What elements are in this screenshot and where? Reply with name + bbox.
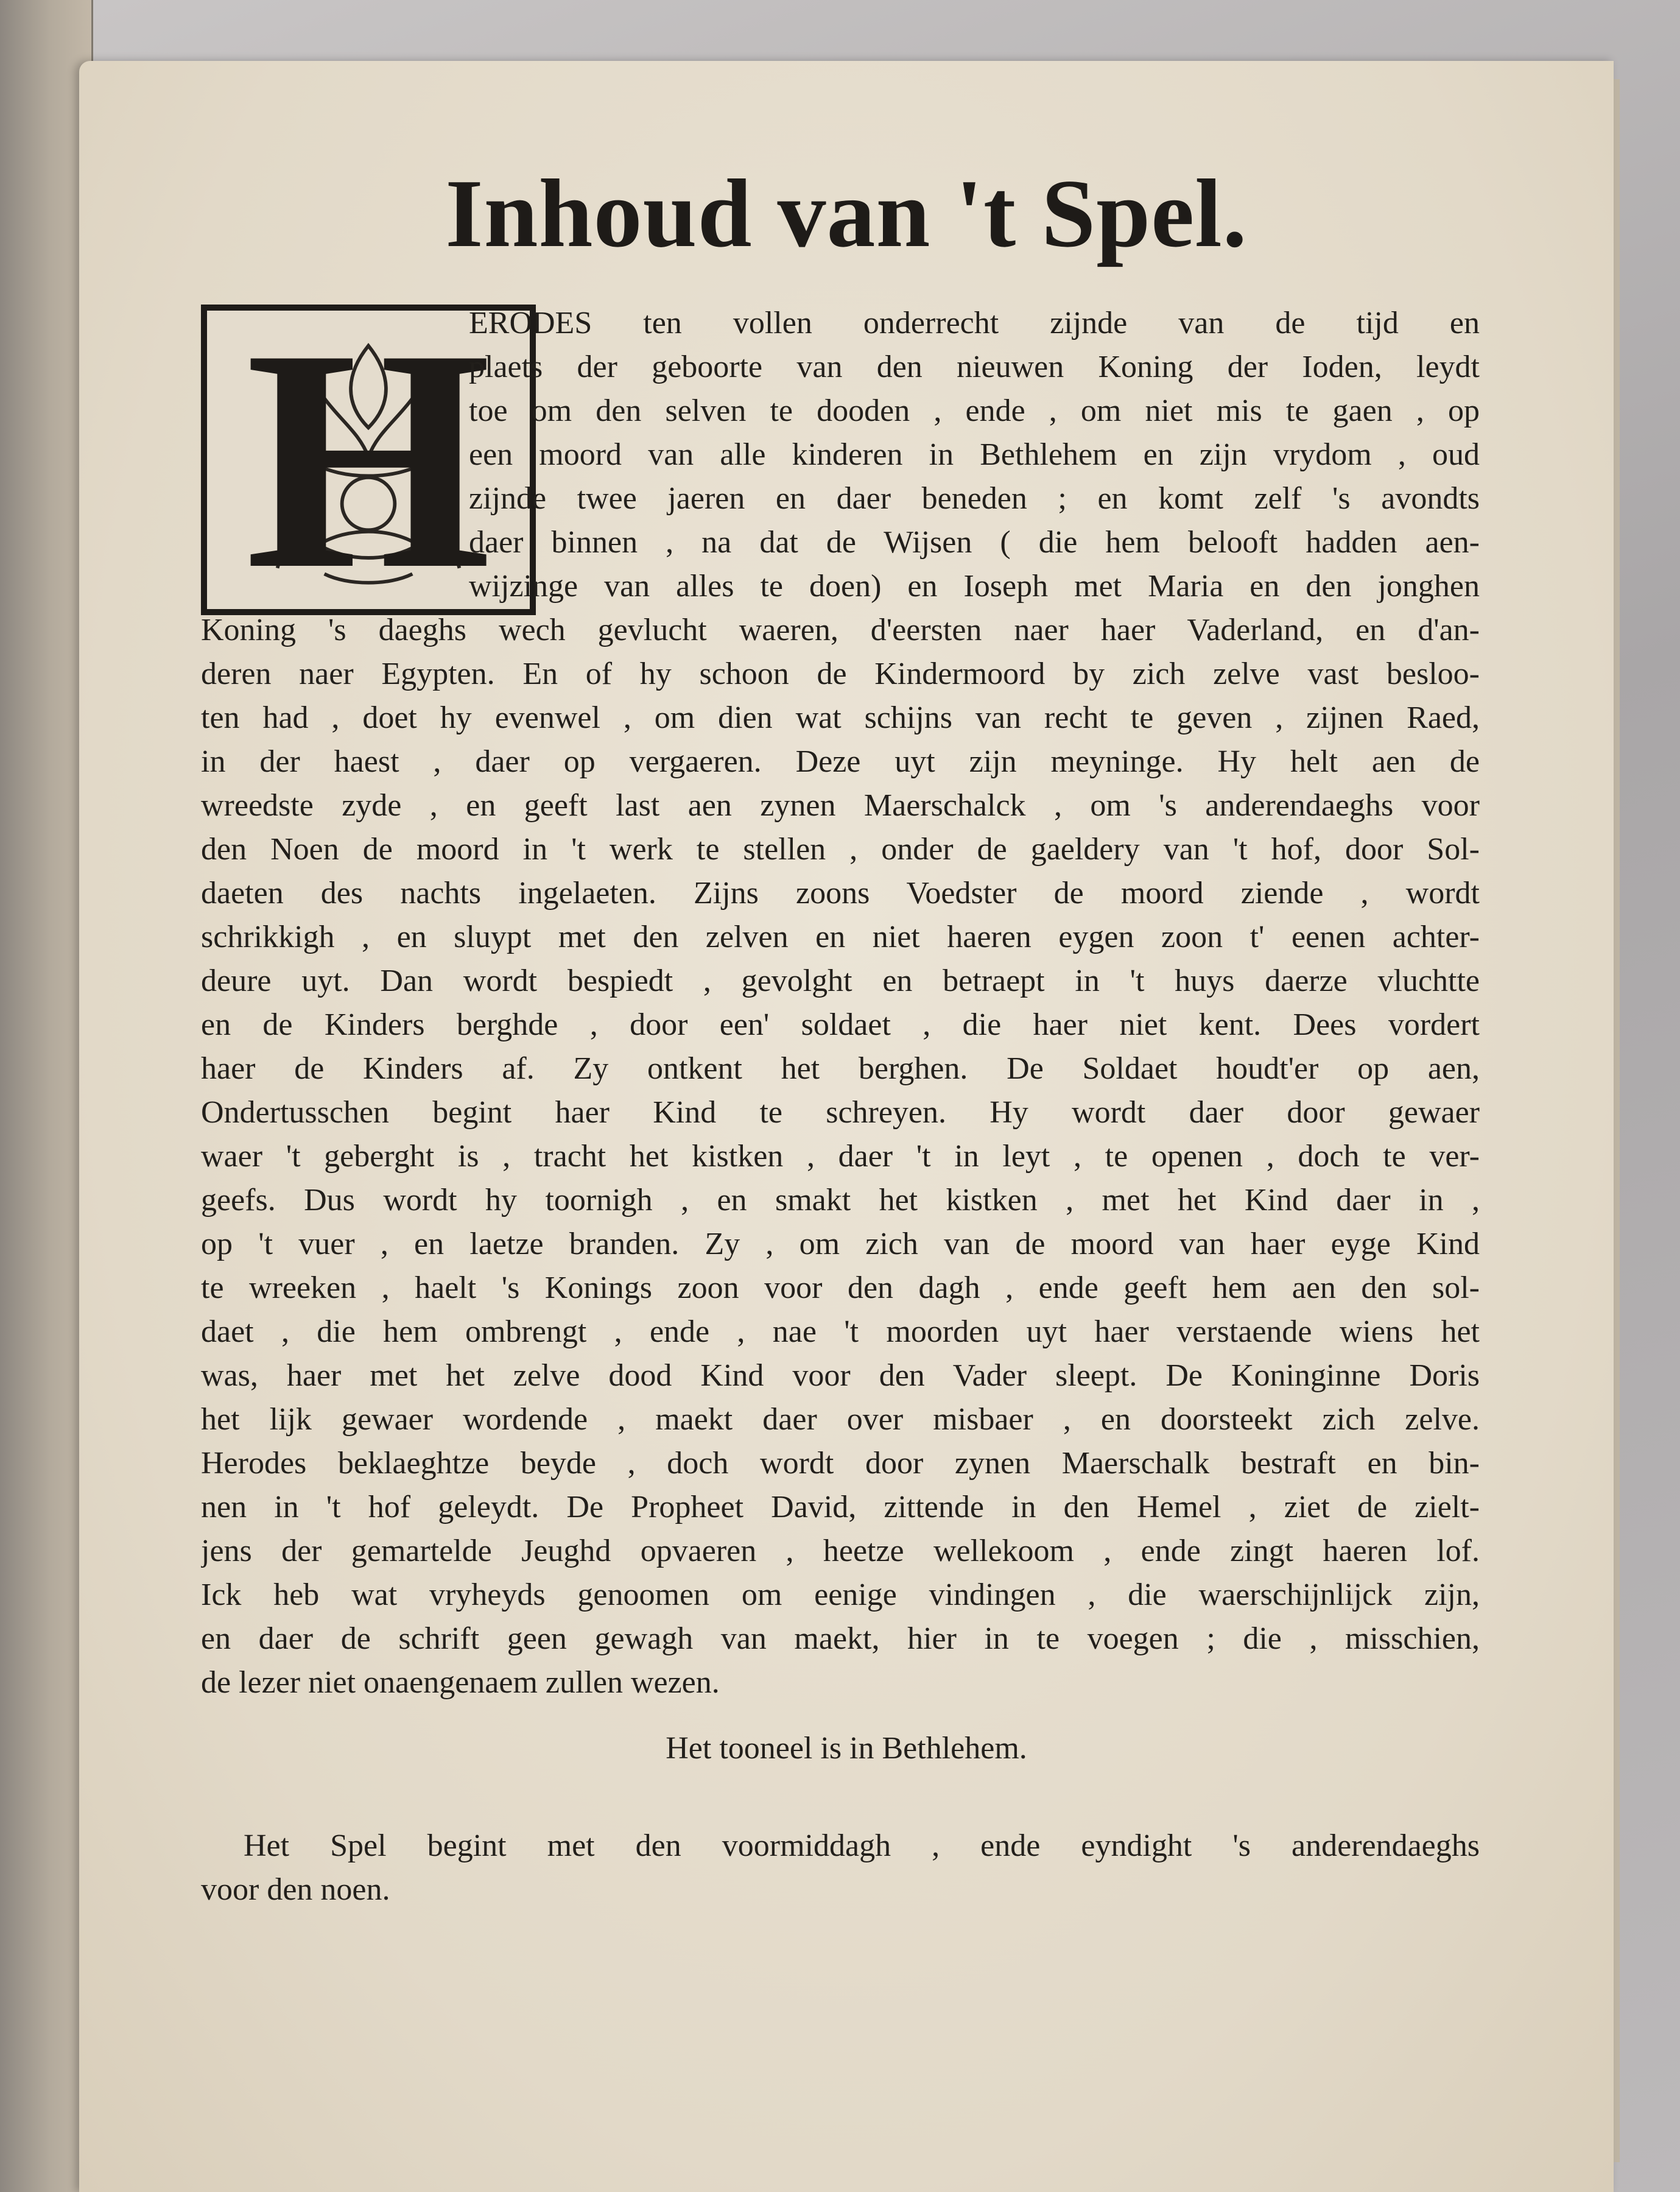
body-line: Ondertusschen begint haer Kind te schreyen. Hy wordt daer door gewaer xyxy=(201,1095,1480,1130)
body-line: Herodes beklaeghtze beyde , doch wordt door zynen Maerschalk bestraft en bin- xyxy=(201,1446,1480,1481)
body-line: toe om den selven te dooden , ende , om niet mis te gaen , op xyxy=(469,393,1480,428)
body-line: deure uyt. Dan wordt bespiedt , gevolght en betraept in 't huys daerze vluchtte xyxy=(201,964,1480,998)
stage-note: Het tooneel is in Bethlehem. xyxy=(666,1731,1027,1766)
body-line: in der haest , daer op vergaeren. Deze uyt zijn meyninge. Hy helt aen de xyxy=(201,744,1480,779)
body-line: ten had , doet hy evenwel , om dien wat schijns van recht te geven , zijnen Raed, xyxy=(201,700,1480,735)
body-line: daeten des nachts ingelaeten. Zijns zoons Voedster de moord ziende , wordt xyxy=(201,876,1480,911)
body-line: het lijk gewaer wordende , maekt daer over misbaer , en doorsteekt zich zelve. xyxy=(201,1402,1480,1437)
body-line: een moord van alle kinderen in Bethlehem en zijn vrydom , oud xyxy=(469,437,1480,472)
body-line: nen in 't hof geleydt. De Propheet David, zittende in den Hemel , ziet de zielt- xyxy=(201,1490,1480,1524)
body-line: den Noen de moord in 't werk te stellen , onder de gaeldery van 't hof, door Sol- xyxy=(201,832,1480,867)
body-line: schrikkigh , en sluypt met den zelven en niet haeren eygen zoon t' eenen achter- xyxy=(201,920,1480,954)
body-line: en daer de schrift geen gewagh van maekt, hier in te voegen ; die , misschien, xyxy=(201,1621,1480,1656)
drop-cap-letter: H xyxy=(245,284,492,635)
body-line: was, haer met het zelve dood Kind voor den Vader sleept. De Koninginne Doris xyxy=(201,1358,1480,1393)
body-line: plaets der geboorte van den nieuwen Koning der Ioden, leydt xyxy=(469,350,1480,384)
body-line: daer binnen , na dat de Wijsen ( die hem belooft hadden aen- xyxy=(469,525,1480,560)
body-line: Koning 's daeghs wech gevlucht waeren, d'eersten naer haer Vaderland, en d'an- xyxy=(201,613,1480,647)
book-page xyxy=(79,61,1614,2192)
body-line: en de Kinders berghde , door een' soldaet , die haer niet kent. Dees vordert xyxy=(201,1007,1480,1042)
closing-line: Het Spel begint met den voormiddagh , ende eyndight 's anderendaeghs xyxy=(244,1828,1480,1863)
body-line: waer 't geberght is , tracht het kistken , daer 't in leyt , te openen , doch te ver- xyxy=(201,1139,1480,1174)
body-line: daet , die hem ombrengt , ende , nae 't moorden uyt haer verstaende wiens het xyxy=(201,1314,1480,1349)
closing-line: voor den noen. xyxy=(201,1872,390,1907)
body-line: deren naer Egypten. En of hy schoon de Kindermoord by zich zelve vast besloo- xyxy=(201,657,1480,691)
body-line: wreedste zyde , en geeft last aen zynen Maerschalck , om 's anderendaeghs voor xyxy=(201,788,1480,823)
body-line: wijzinge van alles te doen) en Ioseph met Maria en den jonghen xyxy=(469,569,1480,604)
body-line: Ick heb wat vryheyds genoomen om eenige vindingen , die waerschijnlijck zijn, xyxy=(201,1577,1480,1612)
body-line: op 't vuer , en laetze branden. Zy , om zich van de moord van haer eyge Kind xyxy=(201,1227,1480,1261)
body-line: te wreeken , haelt 's Konings zoon voor den dagh , ende geeft hem aen den sol- xyxy=(201,1270,1480,1305)
body-line: de lezer niet onaengenaem zullen wezen. xyxy=(201,1665,720,1700)
body-line: haer de Kinders af. Zy ontkent het berghen. De Soldaet houdt'er op aen, xyxy=(201,1051,1480,1086)
body-line: geefs. Dus wordt hy toornigh , en smakt het kistken , met het Kind daer in , xyxy=(201,1183,1480,1218)
body-line: jens der gemartelde Jeughd opvaeren , heetze wellekoom , ende zingt haeren lof. xyxy=(201,1534,1480,1568)
body-line: ERODES ten vollen onderrecht zijnde van de tijd en xyxy=(469,306,1480,340)
body-line: zijnde twee jaeren en daer beneden ; en komt zelf 's avondts xyxy=(469,481,1480,516)
page-title: Inhoud van 't Spel. xyxy=(445,159,1248,267)
